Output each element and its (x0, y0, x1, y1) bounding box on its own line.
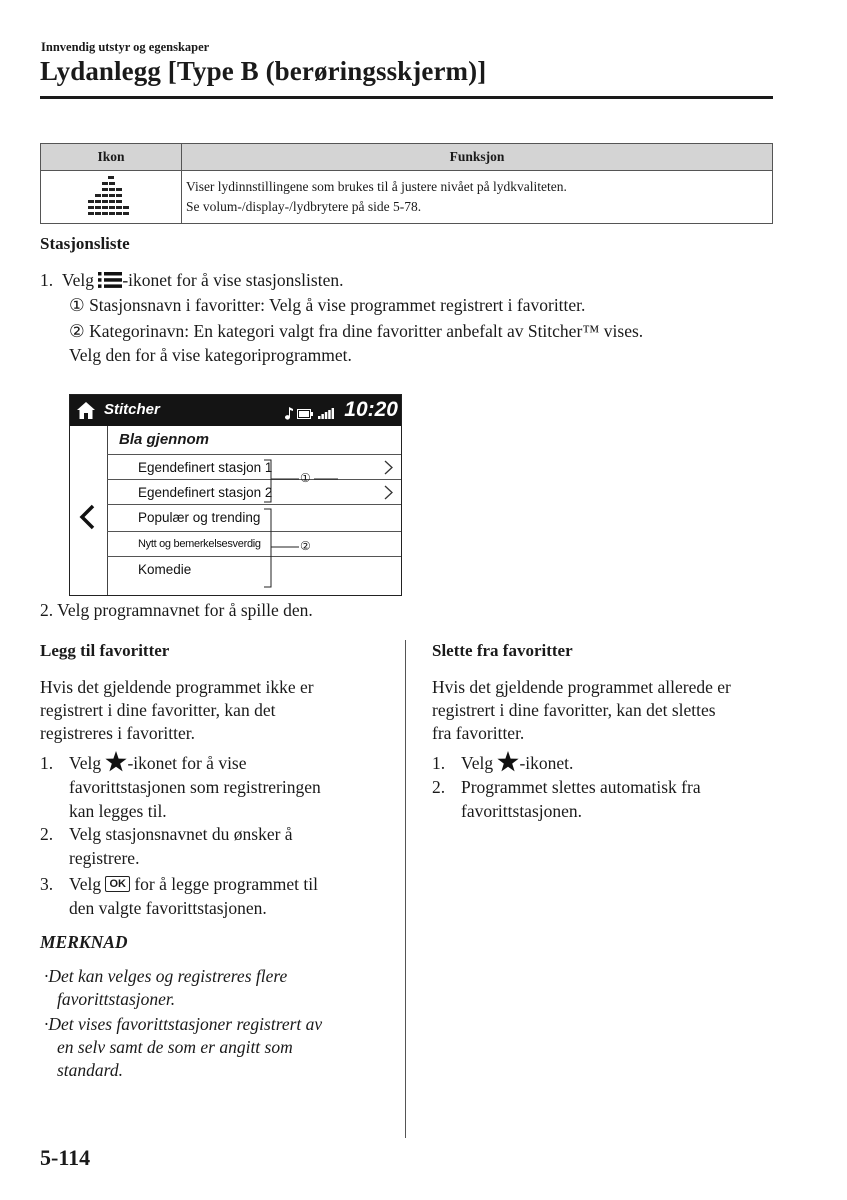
add-step-3-line2: den valgte favorittstasjonen. (69, 898, 267, 918)
remove-step-1-num: 1. (432, 753, 446, 773)
section-label: Innvendig utstyr og egenskaper (41, 40, 210, 54)
station-note-2b: Velg den for å vise kategoriprogrammet. (69, 345, 352, 365)
note-bullet-2-line3: standard. (57, 1060, 123, 1080)
screen-clock: 10:20 (344, 398, 398, 421)
remove-step-2-line2: favorittstasjonen. (461, 801, 583, 821)
add-step-3-num: 3. (40, 874, 54, 894)
add-step-1 (69, 751, 247, 775)
add-intro-1: Hvis det gjeldende programmet ikke er (40, 677, 314, 697)
star-icon (497, 751, 519, 772)
add-intro-3: registreres i favoritter. (40, 723, 196, 743)
remove-intro-1: Hvis det gjeldende programmet allerede er (432, 677, 731, 697)
equalizer-icon (87, 174, 135, 216)
stitcher-screen (69, 394, 402, 596)
function-cell (182, 171, 773, 224)
title-divider (40, 96, 773, 99)
add-step-2-line2: registrere. (69, 848, 140, 868)
add-step-1-line3: kan legges til. (69, 801, 167, 821)
function-line-2: Se volum-/display-/lydbrytere på side 5-78. (186, 199, 422, 214)
table-header-row (41, 144, 773, 171)
note-bullet-1-line1: ·Det kan velges og registreres flere (44, 966, 288, 986)
add-step-1-num: 1. (40, 753, 54, 773)
screen-title: Stitcher (104, 401, 160, 418)
step-text-pre: Velg (461, 753, 494, 773)
step-text-pre: Velg (69, 753, 102, 773)
station-name: Egendefinert stasjon 1 (138, 460, 273, 475)
station-note-2: ② Kategorinavn: En kategori valgt fra dine favoritter anbefalt av Stitcher™ vises. (69, 321, 644, 341)
step-text-post: -ikonet for å vise stasjonslisten. (122, 270, 344, 290)
remove-step-2-line1: Programmet slettes automatisk fra (461, 777, 701, 797)
note-bullet-2-line1: ·Det vises favorittstasjoner registrert av (44, 1014, 323, 1034)
screen-subtitle: Bla gjennom (119, 431, 210, 448)
category-name: Komedie (138, 562, 192, 577)
station-name: Egendefinert stasjon 2 (138, 485, 273, 500)
note-bullet-1-line2: favorittstasjoner. (57, 989, 176, 1009)
step-text-post: -ikonet for å vise (127, 753, 247, 773)
function-line-1: Viser lydinnstillingene som brukes til å justere nivået på lydkvaliteten. (186, 179, 567, 194)
add-step-2-num: 2. (40, 824, 54, 844)
ok-button-icon: OK (105, 876, 130, 892)
callout-1-marker: ① (300, 471, 311, 485)
table-header-function: Funksjon (182, 144, 773, 171)
page-title: Lydanlegg [Type B (berøringsskjerm)] (40, 56, 487, 86)
note-heading: MERKNAD (40, 932, 128, 952)
star-icon (105, 751, 127, 772)
add-step-3 (69, 872, 318, 896)
list-icon (98, 271, 122, 289)
table-row (41, 171, 773, 224)
note-bullet-2-line2: en selv samt de som er angitt som (57, 1037, 293, 1057)
station-note-1: ① Stasjonsnavn i favoritter: Velg å vise programmet registrert i favoritter. (69, 295, 586, 315)
add-favorites-heading: Legg til favoritter (40, 641, 170, 660)
callout-lines (70, 395, 401, 595)
table-header-icon: Ikon (41, 144, 182, 171)
step-text-pre: Velg (61, 270, 94, 290)
icon-function-table (40, 143, 773, 224)
column-divider (405, 640, 406, 1138)
station-step-1 (40, 268, 343, 292)
station-step-2: 2. Velg programnavnet for å spille den. (40, 600, 313, 620)
station-list-heading: Stasjonsliste (40, 234, 130, 253)
remove-favorites-heading: Slette fra favoritter (432, 641, 573, 660)
callout-2-marker: ② (300, 539, 311, 553)
category-name: Populær og trending (138, 510, 261, 525)
remove-intro-3: fra favoritter. (432, 723, 525, 743)
icon-cell (41, 171, 182, 224)
step-text-post: -ikonet. (519, 753, 574, 773)
page-number: 5-114 (40, 1145, 91, 1170)
remove-step-2-num: 2. (432, 777, 446, 797)
add-step-1-line2: favorittstasjonen som registreringen (69, 777, 321, 797)
step-text-pre: Velg (69, 874, 102, 894)
add-step-2-line1: Velg stasjonsnavnet du ønsker å (69, 824, 293, 844)
remove-step-1 (461, 751, 573, 775)
step-text-post: for å legge programmet til (134, 874, 319, 894)
add-intro-2: registrert i dine favoritter, kan det (40, 700, 276, 720)
remove-intro-2: registrert i dine favoritter, kan det slettes (432, 700, 716, 720)
category-name: Nytt og bemerkelsesverdig (138, 538, 261, 550)
step-number: 1. (40, 270, 54, 290)
